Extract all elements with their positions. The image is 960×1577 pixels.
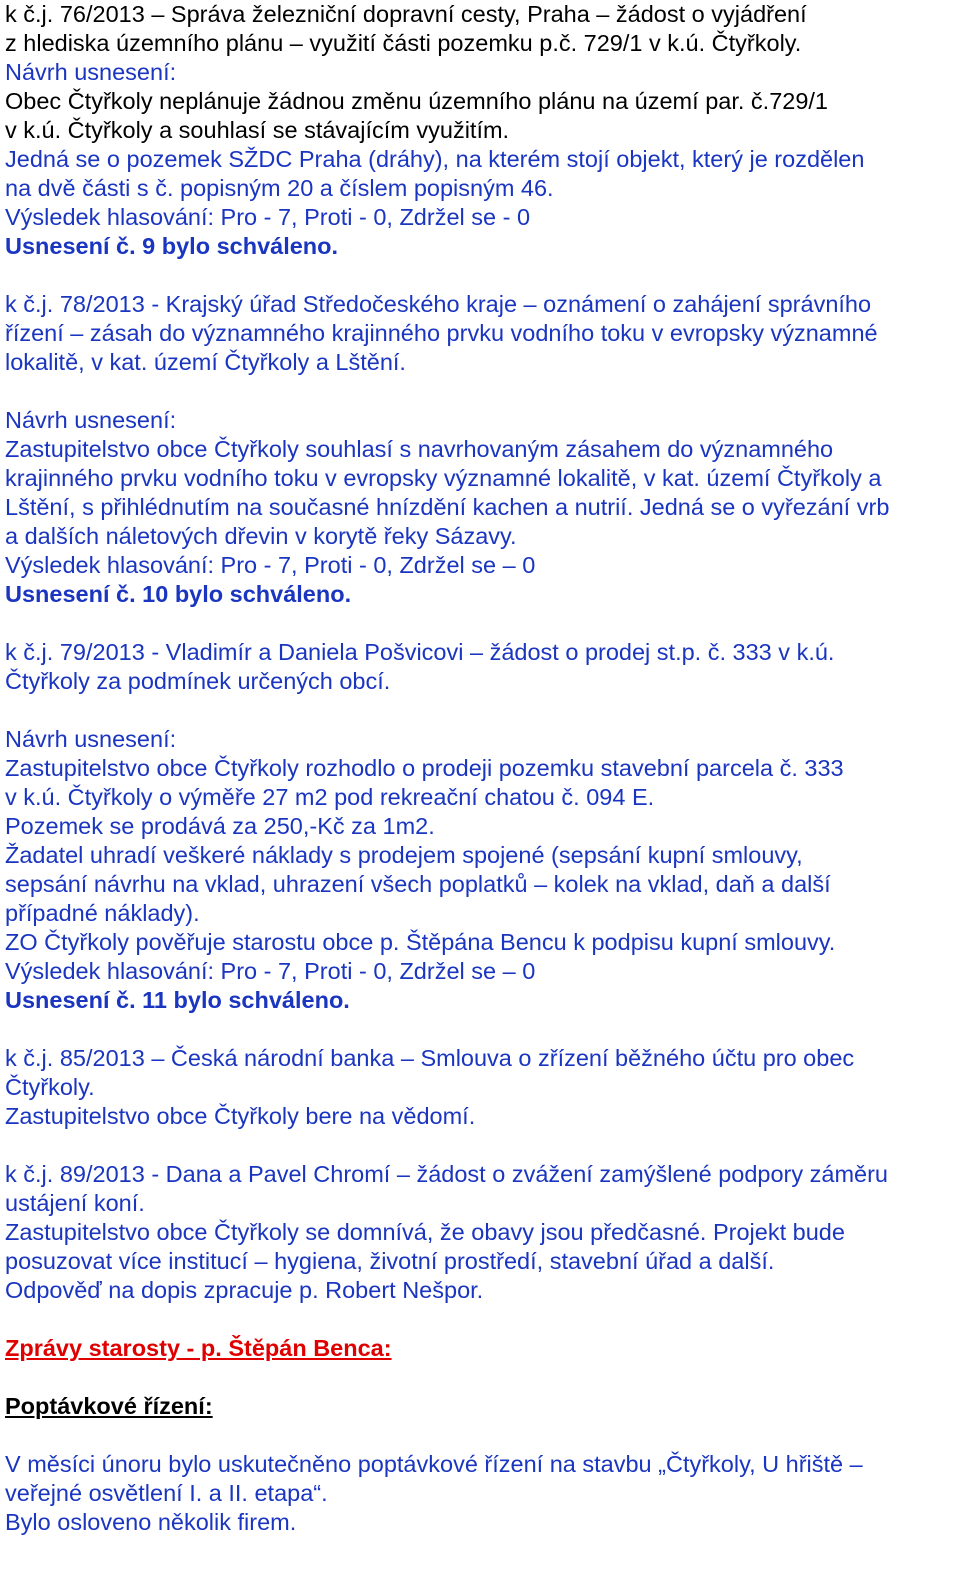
tender-heading: [5, 1392, 955, 1421]
agenda-item-76-2013: [5, 0, 955, 261]
body-line: Zastupitelstvo obce Čtyřkoly rozhodlo o prodeji pozemku stavební parcela č. 333: [5, 755, 844, 781]
body-line: a dalších náletových dřevin v korytě řeky Sázavy.: [5, 523, 517, 549]
body-line: krajinného prvku vodního toku v evropsky významné lokalitě, v kat. území Čtyřkoly a: [5, 465, 882, 491]
mayor-reports-heading-text: Zprávy starosty - p. Štěpán Benca:: [5, 1335, 392, 1361]
body-line: v k.ú. Čtyřkoly o výměře 27 m2 pod rekreační chatou č. 094 E.: [5, 784, 655, 810]
agenda-item-85-2013: [5, 1044, 955, 1131]
agenda-item-78-2013: [5, 290, 955, 609]
agenda-item-79-2013: [5, 638, 955, 1015]
vote-result: Výsledek hlasování: Pro - 7, Proti - 0, Zdržel se – 0: [5, 552, 536, 578]
item-header-line: k č.j. 78/2013 - Krajský úřad Středočeského kraje – oznámení o zahájení správního: [5, 291, 872, 317]
item-header-line: z hlediska územního plánu – využití části pozemku p.č. 729/1 v k.ú. Čtyřkoly.: [5, 30, 802, 56]
body-line: Pozemek se prodává za 250,-Kč za 1m2.: [5, 813, 435, 839]
resolution-approved: Usnesení č. 11 bylo schváleno.: [5, 987, 350, 1013]
note-line: Zastupitelstvo obce Čtyřkoly bere na vědomí.: [5, 1103, 476, 1129]
body-line: sepsání návrhu na vklad, uhrazení všech poplatků – kolek na vklad, daň a další: [5, 871, 831, 897]
tender-heading-text: Poptávkové řízení:: [5, 1393, 213, 1419]
note-line: posuzovat více institucí – hygiena, životní prostředí, stavební úřad a další.: [5, 1248, 775, 1274]
note-line: k č.j. 89/2013 - Dana a Pavel Chromí – žádost o zvážení zamýšlené podpory záměru: [5, 1161, 889, 1187]
proposal-label: Návrh usnesení:: [5, 407, 177, 433]
body-line: Lštění, s přihlédnutím na současné hnízdění kachen a nutrií. Jedná se o vyřezání vrb: [5, 494, 890, 520]
item-header-line: k č.j. 76/2013 – Správa železniční dopravní cesty, Praha – žádost o vyjádření: [5, 1, 807, 27]
proposal-label: Návrh usnesení:: [5, 59, 177, 85]
vote-result: Výsledek hlasování: Pro - 7, Proti - 0, Zdržel se - 0: [5, 204, 531, 230]
note-line: Čtyřkoly.: [5, 1074, 95, 1100]
body-line: Jedná se o pozemek SŽDC Praha (dráhy), na kterém stojí objekt, který je rozdělen: [5, 146, 865, 172]
proposal-label: Návrh usnesení:: [5, 726, 177, 752]
vote-result: Výsledek hlasování: Pro - 7, Proti - 0, Zdržel se – 0: [5, 958, 536, 984]
document-page: [5, 0, 955, 1537]
resolution-approved: Usnesení č. 9 bylo schváleno.: [5, 233, 339, 259]
note-line: k č.j. 85/2013 – Česká národní banka – Smlouva o zřízení běžného účtu pro obec: [5, 1045, 855, 1071]
item-header-line: lokalitě, v kat. území Čtyřkoly a Lštění.: [5, 349, 406, 375]
resolution-approved: Usnesení č. 10 bylo schváleno.: [5, 581, 352, 607]
tender-paragraph: [5, 1450, 955, 1537]
note-line: Odpověď na dopis zpracuje p. Robert Nešpor.: [5, 1277, 484, 1303]
mayor-reports-heading: [5, 1334, 955, 1363]
tender-line: V měsíci únoru bylo uskutečněno poptávkové řízení na stavbu „Čtyřkoly, U hřiště –: [5, 1451, 863, 1477]
item-header-line: k č.j. 79/2013 - Vladimír a Daniela Pošvicovi – žádost o prodej st.p. č. 333 v k.ú.: [5, 639, 835, 665]
body-line: Žadatel uhradí veškeré náklady s prodejem spojené (sepsání kupní smlouvy,: [5, 842, 803, 868]
body-line: na dvě části s č. popisným 20 a číslem popisným 46.: [5, 175, 554, 201]
body-line: Obec Čtyřkoly neplánuje žádnou změnu územního plánu na území par. č.729/1: [5, 88, 829, 114]
item-header-line: Čtyřkoly za podmínek určených obcí.: [5, 668, 391, 694]
note-line: ustájení koní.: [5, 1190, 145, 1216]
item-header-line: řízení – zásah do významného krajinného prvku vodního toku v evropsky významné: [5, 320, 878, 346]
tender-line: Bylo osloveno několik firem.: [5, 1509, 297, 1535]
agenda-item-89-2013: [5, 1160, 955, 1305]
body-line: ZO Čtyřkoly pověřuje starostu obce p. Štěpána Bencu k podpisu kupní smlouvy.: [5, 929, 836, 955]
body-line: v k.ú. Čtyřkoly a souhlasí se stávajícím využitím.: [5, 117, 510, 143]
body-line: Zastupitelstvo obce Čtyřkoly souhlasí s navrhovaným zásahem do významného: [5, 436, 834, 462]
body-line: případné náklady).: [5, 900, 200, 926]
note-line: Zastupitelstvo obce Čtyřkoly se domnívá, že obavy jsou předčasné. Projekt bude: [5, 1219, 845, 1245]
tender-line: veřejné osvětlení I. a II. etapa“.: [5, 1480, 328, 1506]
